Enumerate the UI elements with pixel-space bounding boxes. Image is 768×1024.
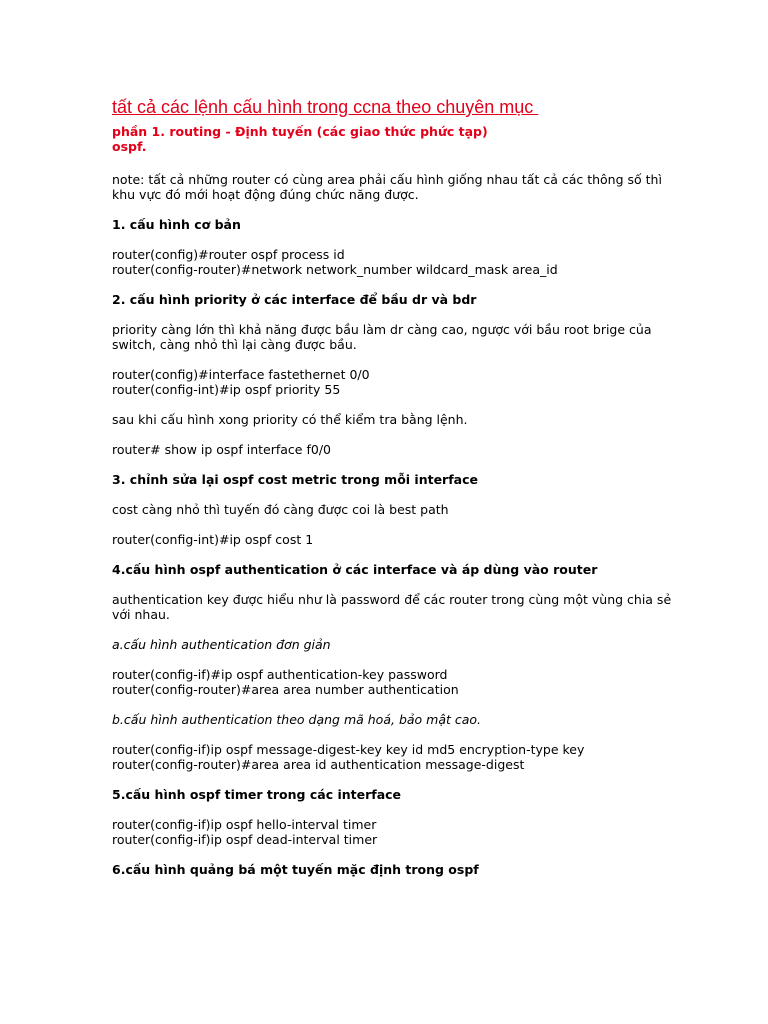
- part-title: phần 1. routing - Định tuyến (các giao thức phức tạp): [112, 124, 488, 139]
- document-title: tất cả các lệnh cấu hình trong ccna theo chuyên mục: [112, 97, 539, 117]
- code-line: router(config-if)#ip ospf authentication-key password: [112, 667, 448, 682]
- code-line: router(config-int)#ip ospf priority 55: [112, 382, 341, 397]
- section-3-text: cost càng nhỏ thì tuyến đó càng được coi là best path: [112, 502, 449, 517]
- section-4a-label: a.cấu hình authentication đơn giản: [112, 637, 331, 652]
- section-6-heading: 6.cấu hình quảng bá một tuyến mặc định trong ospf: [112, 862, 479, 877]
- code-line: router(config-router)#network network_number wildcard_mask area_id: [112, 262, 558, 277]
- code-line: router(config-router)#area area id authentication message-digest: [112, 757, 525, 772]
- section-3-heading: 3. chỉnh sửa lại ospf cost metric trong mỗi interface: [112, 472, 478, 487]
- section-2-text-2: sau khi cấu hình xong priority có thể kiểm tra bằng lệnh.: [112, 412, 468, 427]
- section-4-text: authentication key được hiểu như là password để các router trong cùng một vùng chia sẻ với nhau.: [112, 592, 672, 622]
- code-line: router(config-if)ip ospf dead-interval timer: [112, 832, 378, 847]
- code-line: router(config)#interface fastethernet 0/0: [112, 367, 370, 382]
- section-2-text: priority càng lớn thì khả năng được bầu làm dr càng cao, ngược với bầu root brige của switch, càng nhỏ thì lại càng được bầu.: [112, 322, 652, 352]
- document-body: [112, 96, 672, 892]
- code-line: router(config-if)ip ospf hello-interval timer: [112, 817, 377, 832]
- code-line: router(config-int)#ip ospf cost 1: [112, 532, 314, 547]
- section-5-code: [112, 817, 672, 847]
- section-5-heading: 5.cấu hình ospf timer trong các interface: [112, 787, 402, 802]
- code-line: router(config)#router ospf process id: [112, 247, 345, 262]
- section-1-heading: 1. cấu hình cơ bản: [112, 217, 241, 232]
- code-line: router(config-router)#area area number authentication: [112, 682, 459, 697]
- section-4a-code: [112, 667, 672, 697]
- section-4-heading: 4.cấu hình ospf authentication ở các interface và áp dùng vào router: [112, 562, 598, 577]
- part-header: [112, 124, 672, 154]
- note-paragraph: note: tất cả những router có cùng area phải cấu hình giống nhau tất cả các thông số thì khu vực đó mới hoạt động đúng chức năng được.: [112, 172, 662, 202]
- code-line: router# show ip ospf interface f0/0: [112, 442, 331, 457]
- section-4b-label: b.cấu hình authentication theo dạng mã hoá, bảo mật cao.: [112, 712, 482, 727]
- section-2-heading: 2. cấu hình priority ở các interface để bầu dr và bdr: [112, 292, 477, 307]
- section-3-code: [112, 532, 672, 547]
- code-line: router(config-if)ip ospf message-digest-key key id md5 encryption-type key: [112, 742, 585, 757]
- section-4b-code: [112, 742, 672, 772]
- section-2-code-2: [112, 442, 672, 457]
- section-2-code: [112, 367, 672, 397]
- section-1-code: [112, 247, 672, 277]
- topic-title: ospf.: [112, 139, 147, 154]
